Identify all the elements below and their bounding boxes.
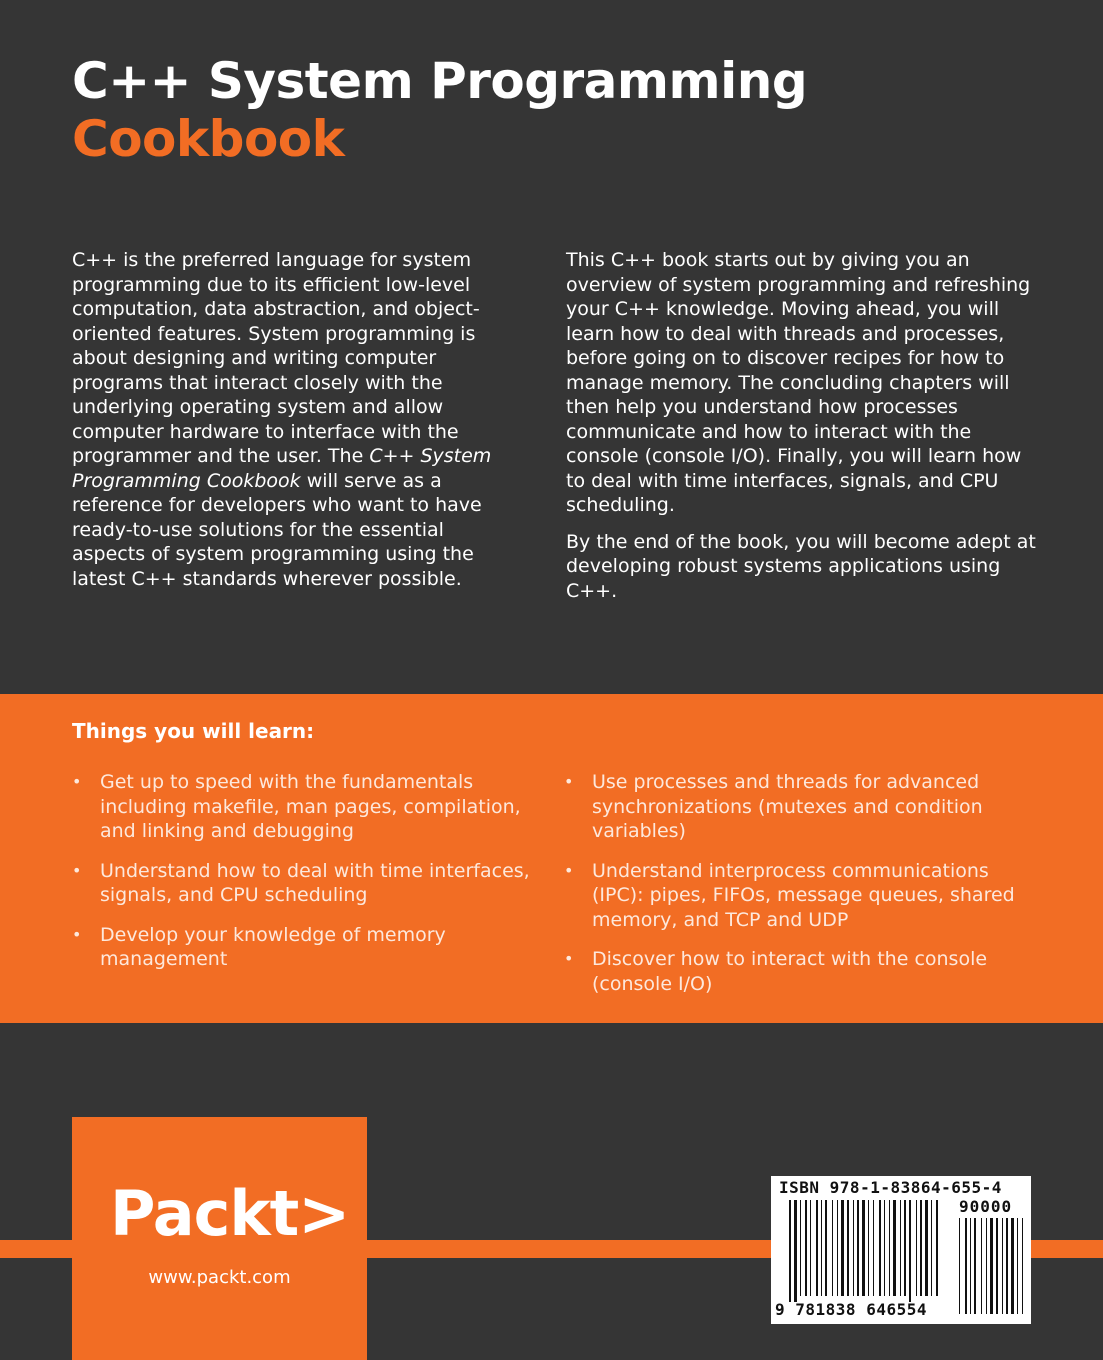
description-text: will serve as a reference for developers who want to have ready-to-use solutions for the essential aspects of system programming using the latest C++ standards wherever possible. [72,469,482,590]
bullet-icon: • [72,860,82,880]
description-paragraph: By the end of the book, you will become adept at developing robust systems applications using C++. [566,530,1036,602]
list-item-text: Get up to speed with the fundamentals including makefile, man pages, compilation, and linking and debugging [100,771,521,842]
list-item-text: Develop your knowledge of memory management [100,923,446,970]
barcode-bar [794,1200,797,1302]
description-left-column [72,248,518,603]
list-item [564,859,1044,933]
bullet-icon: • [72,924,82,944]
list-item [564,947,1044,996]
barcode-bar [873,1200,874,1296]
barcode-bar [847,1200,849,1296]
barcode-bar [1011,1218,1014,1314]
learn-list-right [564,770,1044,1011]
publisher-logo-box [72,1117,367,1360]
barcode-bar [868,1200,869,1296]
list-item-text: Understand how to deal with time interfaces, signals, and CPU scheduling [100,859,530,906]
barcode-bar [986,1218,987,1314]
barcode-bar [857,1200,859,1296]
barcode-bar [821,1200,822,1296]
publisher-url: www.packt.com [148,1267,291,1288]
barcode-bar [879,1200,881,1296]
packt-logo: Packt> [110,1177,350,1250]
barcode-bar [884,1200,885,1296]
barcode-bar [904,1200,906,1296]
barcode-bar [931,1200,932,1296]
list-item [72,923,532,972]
barcode-bar [800,1200,801,1296]
barcode-bar [853,1200,854,1296]
barcode-bar [981,1218,982,1314]
barcode-bar [893,1200,896,1296]
barcode-bar [862,1200,865,1296]
barcode-bar [810,1200,811,1296]
barcode-bar [841,1200,844,1296]
list-item [72,770,532,844]
barcode-bar [970,1218,971,1314]
barcode-bar [920,1200,922,1296]
learn-heading: Things you will learn: [72,719,315,743]
book-title-line2: Cookbook [72,110,345,168]
bullet-icon: • [72,772,82,791]
barcode-bar [900,1200,901,1296]
barcode-bar [837,1200,838,1296]
list-item [72,859,532,908]
barcode-bar [965,1218,967,1314]
price-code: 90000 [959,1197,1013,1216]
list-item-text: Use processes and threads for advanced synchronizations (mutexes and condition variables) [592,771,983,842]
description-paragraph [72,248,518,591]
barcode-bar [925,1200,928,1296]
barcode-bar [916,1200,917,1296]
learn-section [0,694,1103,1023]
barcode-bar [1006,1218,1008,1314]
bullet-icon: • [564,772,574,791]
barcode-bar [996,1218,998,1314]
bullet-icon: • [564,860,574,880]
book-title-line1: C++ System Programming [72,52,808,110]
barcode-bar [832,1200,833,1296]
barcode-bar [1017,1218,1018,1314]
ean-number: 9 781838 646554 [775,1300,927,1319]
bullet-icon: • [564,949,574,968]
book-title [72,52,807,168]
isbn-barcode [771,1176,1031,1324]
isbn-number: ISBN 978-1-83864-655-4 [779,1178,1002,1197]
barcode-bar [805,1200,807,1296]
description-paragraph: This C++ book starts out by giving you an overview of system programming and refreshing your C++ knowledge. Moving ahead, you will learn how to deal with threads and processes, before going on to discover recipes for how to manage memory. The concluding chapters will then help you understand how processes communicate and how to interact with the console (console I/O). Finally, you will learn how to deal with time interfaces, signals, and CPU scheduling. [566,249,1031,516]
barcode-bar [1022,1218,1023,1314]
barcode-bar [825,1200,827,1296]
list-item-text: Understand interprocess communications (IPC): pipes, FIFOs, message queues, shared memory, and TCP and UDP [592,859,1015,931]
barcode-bar [909,1200,911,1302]
barcode-bar [1002,1218,1003,1314]
barcode-bar [959,1218,960,1314]
learn-list-left [72,770,532,987]
barcode-bar [789,1200,791,1302]
list-item-text: Discover how to interact with the console (console I/O) [592,948,988,995]
barcode-bar [816,1200,818,1296]
list-item [564,770,1044,844]
description-text: C++ is the preferred language for system programming due to its efficient low-level computation, data abstraction, and object-oriented features. System programming is about designing and writing computer programs that interact closely with the underlying operating system and allow computer hardware to interface with the programmer and the user. The [72,249,480,467]
barcode-bar [889,1200,890,1296]
book-title-italic: C++ System Programming Cookbook [72,445,492,492]
barcode-bar [936,1200,938,1296]
barcode-bar [990,1218,993,1314]
description-right-column [566,248,1036,615]
barcode-bar [974,1218,976,1314]
